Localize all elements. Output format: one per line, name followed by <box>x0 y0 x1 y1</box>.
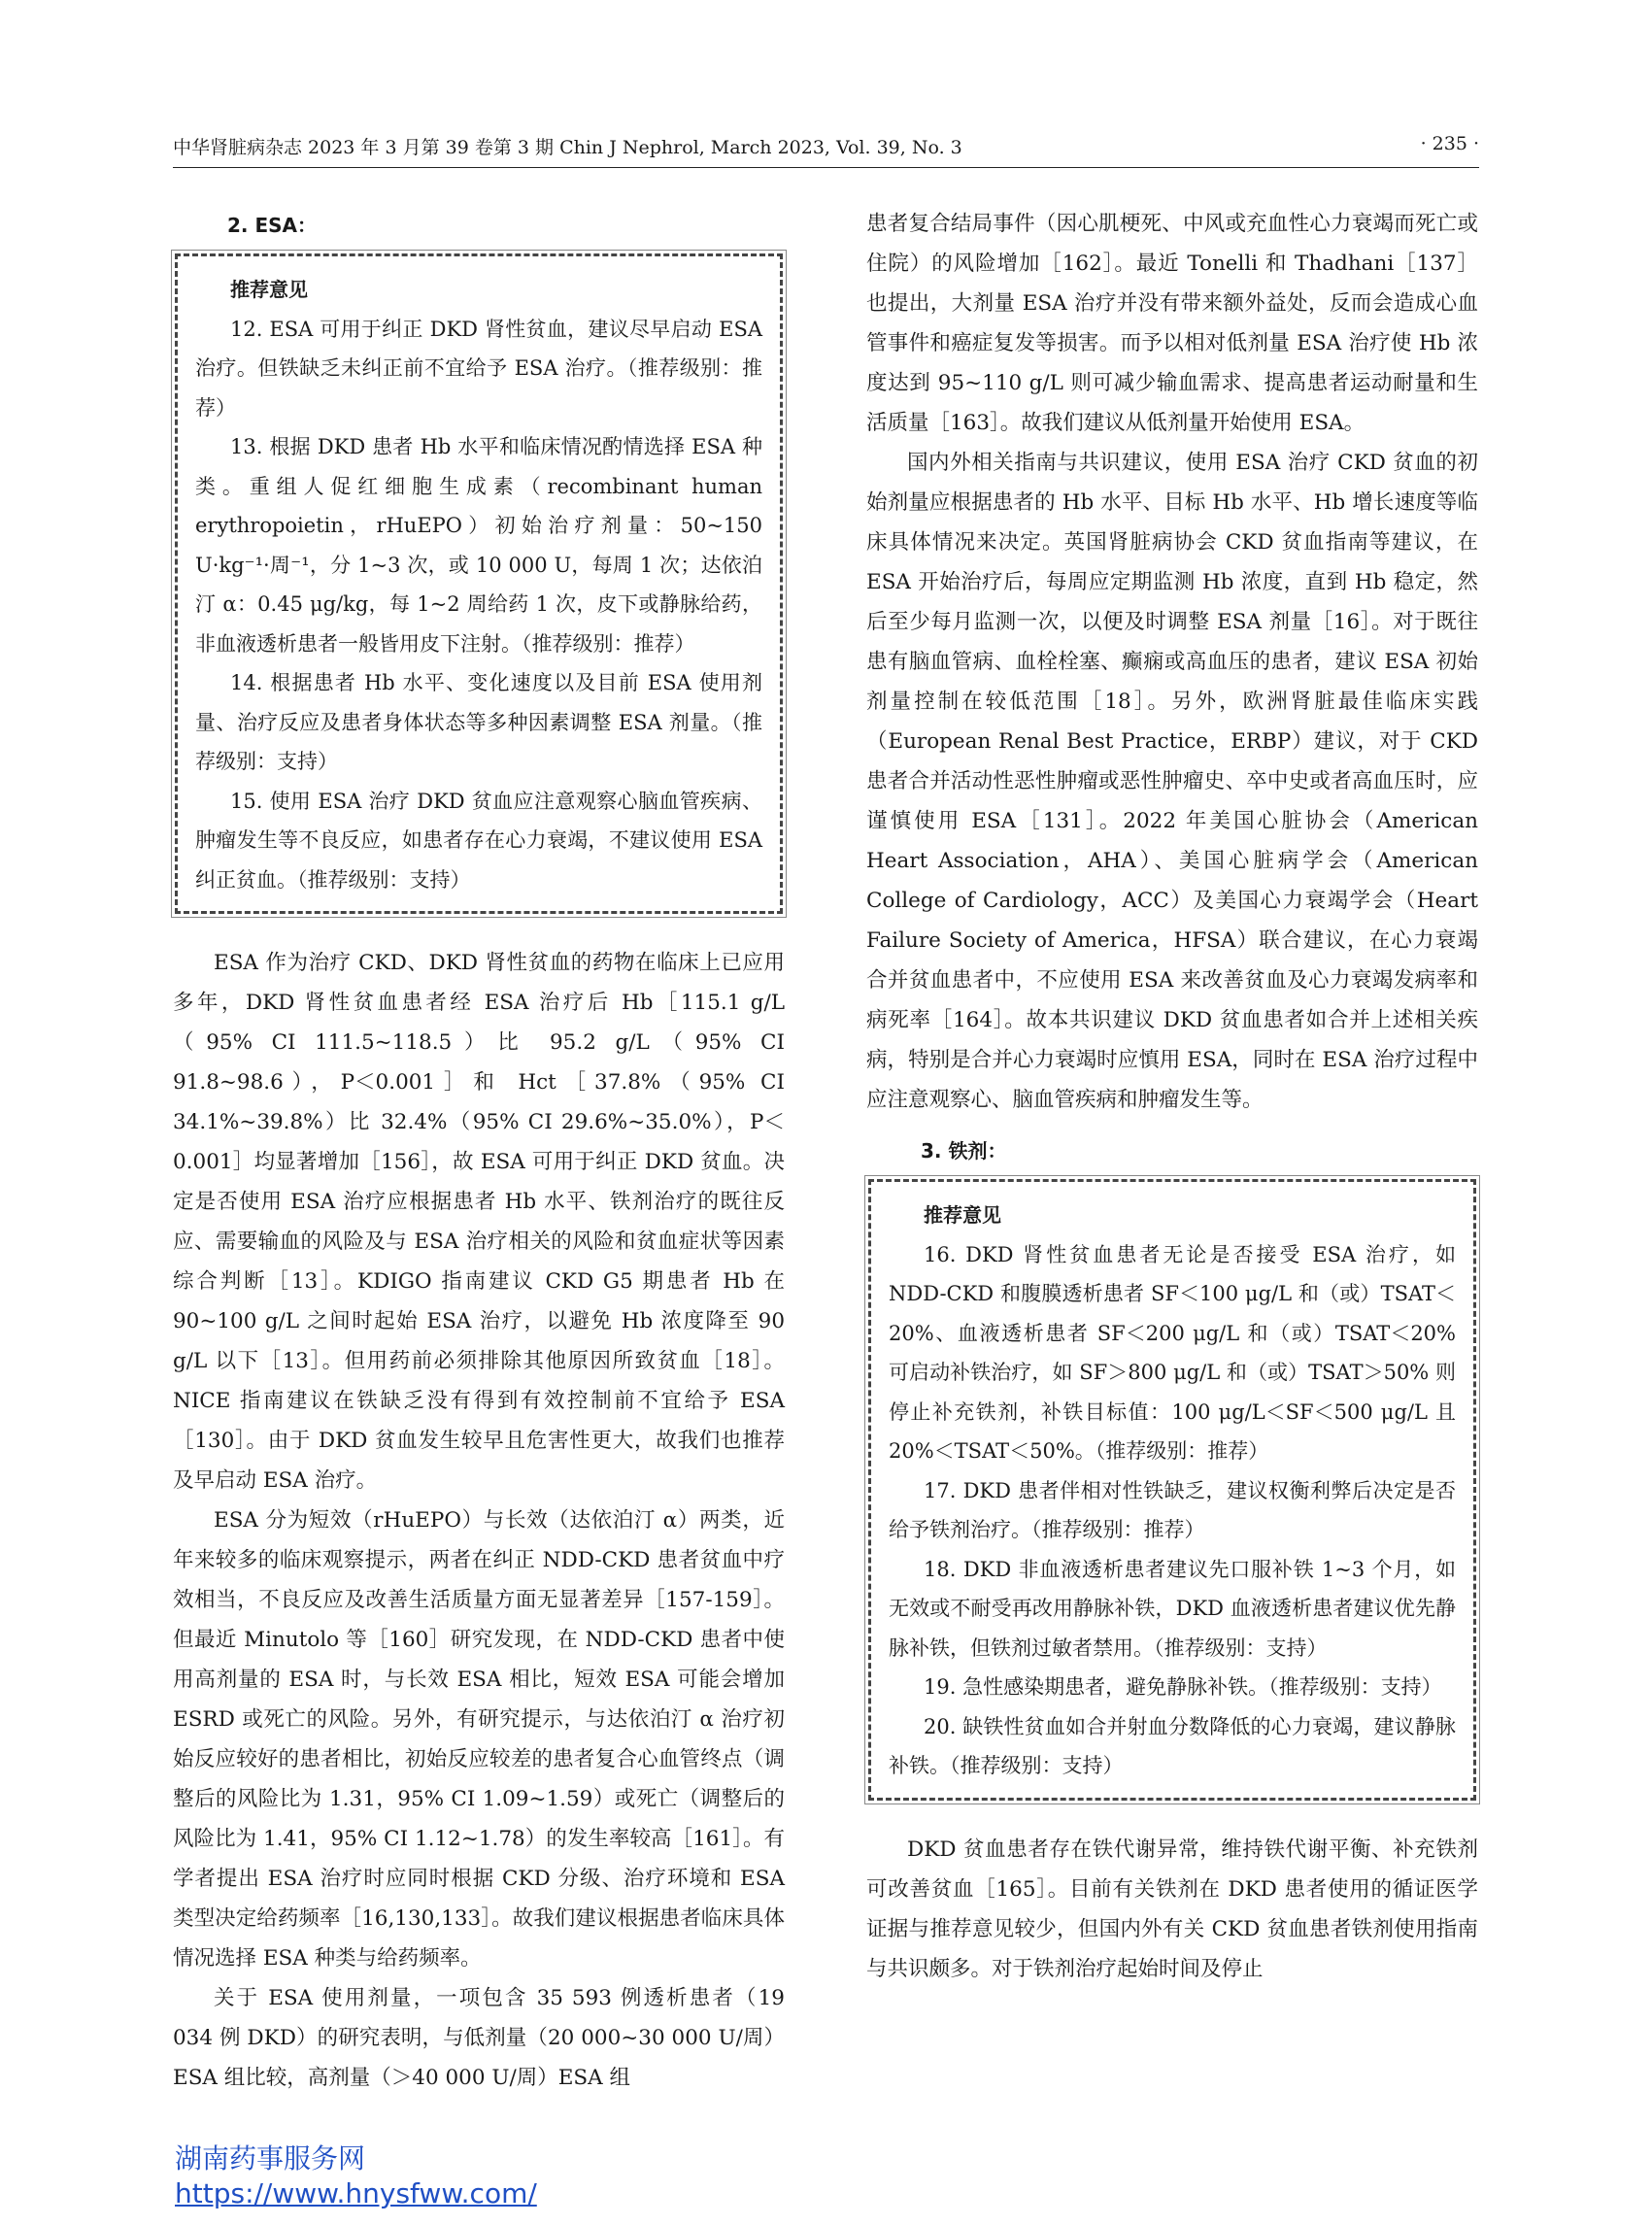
page-number: · 235 · <box>1420 133 1479 154</box>
header-divider <box>173 167 1479 168</box>
left-column <box>173 194 785 2098</box>
site-watermark <box>175 2141 537 2211</box>
recommendation-box-title: 推荐意见 <box>230 278 308 301</box>
section-title-iron: 3. 铁剂： <box>921 1139 1007 1163</box>
recommendation-20: 20. 缺铁性贫血如合并射血分数降低的心力衰竭，建议静脉补铁。（推荐级别：支持） <box>889 1714 1456 1777</box>
recommendation-box-iron <box>868 1179 1476 1801</box>
recommendation-19: 19. 急性感染期患者，避免静脉补铁。（推荐级别：支持） <box>924 1675 1442 1699</box>
recommendation-box-title: 推荐意见 <box>924 1203 1001 1227</box>
watermark-site-name: 湖南药事服务网 <box>175 2142 366 2174</box>
recommendation-18: 18. DKD 非血液透析患者建议先口服补铁 1~3 个月，如无效或不耐受再改用静脉补铁，DKD 血液透析患者建议优先静脉补铁，但铁剂过敏者禁用。（推荐级别：支持） <box>889 1557 1456 1660</box>
body-paragraph: 患者复合结局事件（因心肌梗死、中风或充血性心力衰竭而死亡或住院）的风险增加［162］。最近 Tonelli 和 Thadhani［137］也提出，大剂量 ESA 治疗并没有带来额外益处，反而会造成心血管事件和癌症复发等损害。而予以相对低剂量 ESA 治疗使 Hb 浓度达到 95~110 g/L 则可减少输血需求、提高患者运动耐量和生活质量［163］。故我们建议从低剂量开始使用 ESA。 <box>866 212 1478 435</box>
recommendation-box-esa <box>175 253 783 914</box>
body-paragraph: DKD 贫血患者存在铁代谢异常，维持铁代谢平衡、补充铁剂可改善贫血［165］。目前有关铁剂在 DKD 患者使用的循证医学证据与推荐意见较少，但国内外有关 CKD 贫血患者铁剂使用指南与共识颇多。对于铁剂治疗起始时间及停止 <box>866 1837 1478 1981</box>
right-column <box>866 204 1478 1989</box>
recommendation-12: 12. ESA 可用于纠正 DKD 肾性贫血，建议尽早启动 ESA 治疗。但铁缺乏未纠正前不宜给予 ESA 治疗。（推荐级别：推荐） <box>195 317 762 420</box>
recommendation-14: 14. 根据患者 Hb 水平、变化速度以及目前 ESA 使用剂量、治疗反应及患者身体状态等多种因素调整 ESA 剂量。（推荐级别：支持） <box>195 671 762 773</box>
body-paragraph: 国内外相关指南与共识建议，使用 ESA 治疗 CKD 贫血的初始剂量应根据患者的 Hb 水平、目标 Hb 水平、Hb 增长速度等临床具体情况来决定。英国肾脏病协会 CKD 贫血指南等建议，在 ESA 开始治疗后，每周应定期监测 Hb 浓度，直到 Hb 稳定，然后至少每月监测一次，以便及时调整 ESA 剂量［16］。对于既往患有脑血管病、血栓栓塞、癫痫或高血压的患者，建议 ESA 初始剂量控制在较低范围［18］。另外，欧洲肾脏最佳临床实践（European Renal Best Practice，ERBP）建议，对于 CKD 患者合并活动性恶性肿瘤或恶性肿瘤史、卒中史或者高血压时，应谨慎使用 ESA［131］。2022 年美国心脏协会（American Heart Association，AHA）、美国心脏病学会（American College of Cardiology，ACC）及美国心力衰竭学会（Heart Failure Society of America，HFSA）联合建议，在心力衰竭合并贫血患者中，不应使用 ESA 来改善贫血及心力衰竭发病率和病死率［164］。故本共识建议 DKD 贫血患者如合并上述相关疾病，特别是合并心力衰竭时应慎用 ESA，同时在 ESA 治疗过程中应注意观察心、脑血管疾病和肿瘤发生等。 <box>866 451 1478 1112</box>
section-title-esa: 2. ESA： <box>227 214 318 237</box>
body-paragraph: 关于 ESA 使用剂量，一项包含 35 593 例透析患者（19 034 例 DKD）的研究表明，与低剂量（20 000~30 000 U/周）ESA 组比较，高剂量（＞40 000 U/周）ESA 组 <box>173 1986 785 2090</box>
watermark-url-link[interactable]: https://www.hnysfww.com/ <box>175 2177 537 2209</box>
journal-citation: 中华肾脏病杂志 2023 年 3 月第 39 卷第 3 期 Chin J Nephrol, March 2023, Vol. 39, No. 3 <box>173 137 962 158</box>
recommendation-17: 17. DKD 患者伴相对性铁缺乏，建议权衡利弊后决定是否给予铁剂治疗。（推荐级别：推荐） <box>889 1478 1456 1541</box>
recommendation-15: 15. 使用 ESA 治疗 DKD 贫血应注意观察心脑血管疾病、肿瘤发生等不良反应，如患者存在心力衰竭，不建议使用 ESA 纠正贫血。（推荐级别：支持） <box>195 789 762 892</box>
recommendation-13: 13. 根据 DKD 患者 Hb 水平和临床情况酌情选择 ESA 种类。重组人促红细胞生成素（recombinant human erythropoietin，rHuEPO）初始治疗剂量：50~150 U·kg⁻¹·周⁻¹，分 1~3 次，或 10 000 U，每周 1 次；达依泊汀 α：0.45 μg/kg，每 1~2 周给药 1 次，皮下或静脉给药，非血液透析患者一般皆用皮下注射。（推荐级别：推荐） <box>195 435 762 656</box>
body-paragraph: ESA 作为治疗 CKD、DKD 肾性贫血的药物在临床上已应用多年，DKD 肾性贫血患者经 ESA 治疗后 Hb［115.1 g/L（95% CI 111.5~118.5）比 95.2 g/L（95% CI 91.8~98.6），P＜0.001］和 Hct［37.8%（95% CI 34.1%~39.8%）比 32.4%（95% CI 29.6%~35.0%），P＜0.001］均显著增加［156］，故 ESA 可用于纠正 DKD 贫血。决定是否使用 ESA 治疗应根据患者 Hb 水平、铁剂治疗的既往反应、需要输血的风险及与 ESA 治疗相关的风险和贫血症状等因素综合判断［13］。KDIGO 指南建议 CKD G5 期患者 Hb 在 90~100 g/L 之间时起始 ESA 治疗，以避免 Hb 浓度降至 90 g/L 以下［13］。但用药前必须排除其他原因所致贫血［18］。NICE 指南建议在铁缺乏没有得到有效控制前不宜给予 ESA［130］。由于 DKD 贫血发生较早且危害性更大，故我们也推荐及早启动 ESA 治疗。 <box>173 951 785 1493</box>
running-header <box>173 133 1479 166</box>
body-paragraph: ESA 分为短效（rHuEPO）与长效（达依泊汀 α）两类，近年来较多的临床观察提示，两者在纠正 NDD-CKD 患者贫血中疗效相当，不良反应及改善生活质量方面无显著差异［157-159］。但最近 Minutolo 等［160］研究发现，在 NDD-CKD 患者中使用高剂量的 ESA 时，与长效 ESA 相比，短效 ESA 可能会增加 ESRD 或死亡的风险。另外，有研究提示，与达依泊汀 α 治疗初始反应较好的患者相比，初始反应较差的患者复合心血管终点（调整后的风险比为 1.31，95% CI 1.09~1.59）或死亡（调整后的风险比为 1.41，95% CI 1.12~1.78）的发生率较高［161］。有学者提出 ESA 治疗时应同时根据 CKD 分级、治疗环境和 ESA 类型决定给药频率［16,130,133］。故我们建议根据患者临床具体情况选择 ESA 种类与给药频率。 <box>173 1508 785 1971</box>
recommendation-16: 16. DKD 肾性贫血患者无论是否接受 ESA 治疗，如 NDD-CKD 和腹膜透析患者 SF＜100 μg/L 和（或）TSAT＜20%、血液透析患者 SF＜200 μg/L 和（或）TSAT＜20% 可启动补铁治疗，如 SF＞800 μg/L 和（或）TSAT＞50% 则停止补充铁剂，补铁目标值：100 μg/L＜SF＜500 μg/L 且 20%＜TSAT＜50%。（推荐级别：推荐） <box>889 1242 1456 1463</box>
